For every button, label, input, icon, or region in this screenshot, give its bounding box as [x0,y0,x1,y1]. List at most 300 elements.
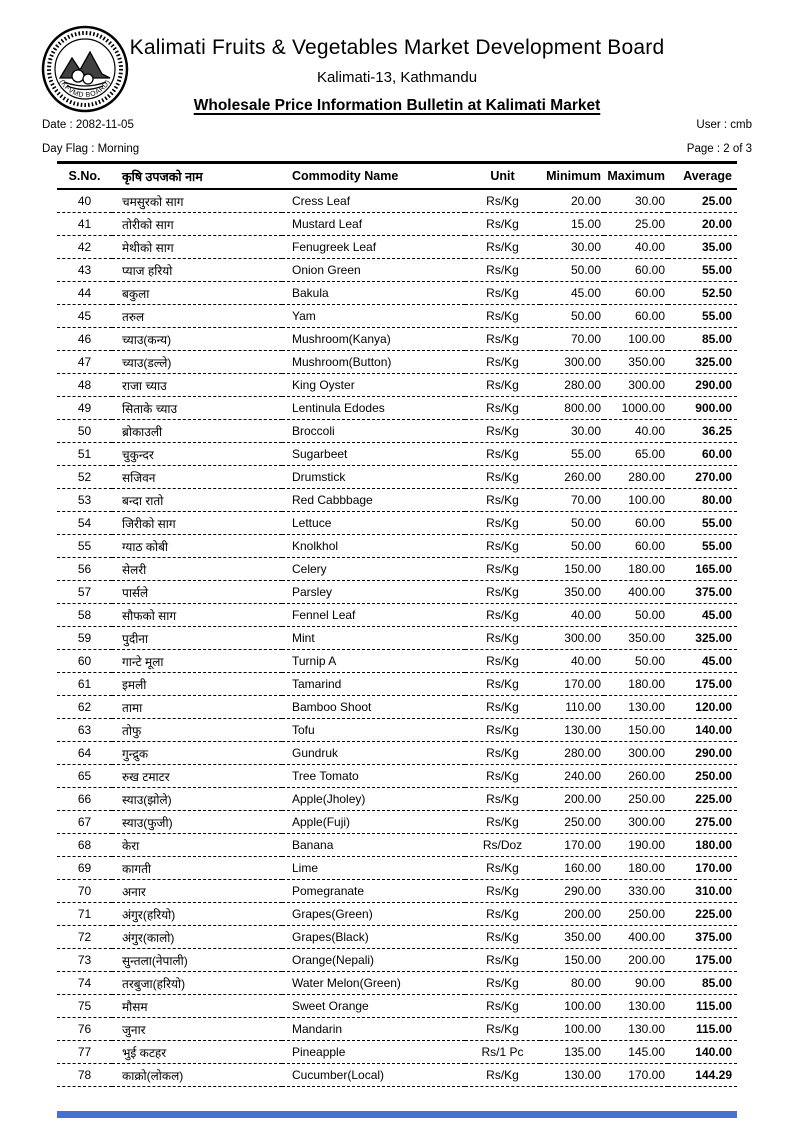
average-price-cell: 55.00 [701,539,732,553]
average-price-cell: 36.25 [701,424,732,438]
serial-number-cell: 68 [77,838,92,852]
maximum-price-cell: 350.00 [628,631,665,645]
table-row [57,236,737,259]
commodity-name-nepali-cell: सिताके च्याउ [122,401,178,416]
table-row [57,397,737,420]
maximum-price-cell: 400.00 [628,930,665,944]
unit-cell: Rs/Kg [486,746,519,760]
maximum-price-cell: 60.00 [634,309,665,323]
meta-row-1 [42,119,752,131]
table-row [57,466,737,489]
unit-cell: Rs/Kg [486,999,519,1013]
maximum-price-cell: 50.00 [634,608,665,622]
commodity-name-nepali-cell: स्याउ(झोले) [122,792,172,807]
commodity-name-nepali-cell: गुन्द्रुक [122,746,149,761]
minimum-price-cell: 170.00 [564,838,601,852]
unit-cell: Rs/Kg [486,930,519,944]
unit-cell: Rs/Doz [482,838,523,852]
maximum-price-cell: 300.00 [628,815,665,829]
average-price-cell: 310.00 [695,884,732,898]
maximum-price-cell: 260.00 [628,769,665,783]
serial-number-cell: 51 [77,447,92,461]
maximum-price-cell: 300.00 [628,378,665,392]
commodity-name-cell: Bakula [292,286,329,300]
unit-cell: Rs/Kg [486,378,519,392]
commodity-name-nepali-cell: अंगुर(हरियो) [122,907,176,922]
serial-number-cell: 72 [77,930,92,944]
commodity-name-cell: Water Melon(Green) [292,976,401,990]
commodity-name-nepali-cell: गान्टे मूला [122,654,164,669]
commodity-name-nepali-cell: तरबुजा(हरियो) [122,976,186,991]
commodity-name-nepali-cell: मेथीको साग [122,240,174,255]
serial-number-cell: 66 [77,792,92,806]
unit-cell: Rs/Kg [486,286,519,300]
maximum-price-cell: 60.00 [634,516,665,530]
maximum-price-cell: 100.00 [628,493,665,507]
commodity-name-nepali-cell: केरा [122,838,140,853]
price-table [57,161,737,1087]
minimum-price-cell: 300.00 [564,631,601,645]
logo-artwork [60,52,110,90]
commodity-name-cell: Red Cabbbage [292,493,373,507]
table-row [57,1064,737,1087]
table-row [57,857,737,880]
unit-cell: Rs/Kg [486,194,519,208]
unit-cell: Rs/Kg [486,263,519,277]
minimum-price-cell: 110.00 [565,700,601,714]
unit-cell: Rs/Kg [486,884,519,898]
serial-number-cell: 43 [77,263,92,277]
serial-number-cell: 63 [77,723,92,737]
serial-number-cell: 69 [77,861,92,875]
average-price-cell: 325.00 [695,631,732,645]
commodity-name-cell: Lime [292,861,319,875]
maximum-price-cell: 1000.00 [621,401,665,415]
serial-number-cell: 44 [77,286,92,300]
commodity-name-cell: Parsley [292,585,333,599]
table-row [57,581,737,604]
minimum-price-cell: 170.00 [564,677,601,691]
average-price-cell: 45.00 [701,608,732,622]
commodity-name-nepali-cell: ग्याठ कोबी [122,539,169,554]
minimum-price-cell: 40.00 [570,608,601,622]
commodity-name-cell: Tamarind [292,677,342,691]
commodity-name-cell: Onion Green [292,263,361,277]
minimum-price-cell: 350.00 [564,585,601,599]
serial-number-cell: 54 [77,516,92,530]
commodity-name-cell: Grapes(Green) [292,907,373,921]
average-price-cell: 290.00 [695,746,732,760]
serial-number-cell: 47 [77,355,92,369]
commodity-name-nepali-cell: काक्रो(लोकल) [122,1068,184,1083]
minimum-price-cell: 150.00 [564,953,601,967]
minimum-price-cell: 280.00 [564,746,601,760]
commodity-name-nepali-cell: कागती [122,861,152,876]
unit-cell: Rs/Kg [486,700,519,714]
serial-number-cell: 41 [77,217,92,231]
minimum-price-cell: 200.00 [564,907,601,921]
serial-number-cell: 40 [77,194,92,208]
unit-cell: Rs/Kg [486,723,519,737]
unit-cell: Rs/Kg [486,769,519,783]
unit-cell: Rs/Kg [486,240,519,254]
maximum-price-cell: 400.00 [628,585,665,599]
commodity-name-nepali-cell: तामा [122,700,143,715]
commodity-name-nepali-cell: जिरीको साग [122,516,176,531]
commodity-name-cell: Mushroom(Kanya) [292,332,391,346]
minimum-price-cell: 50.00 [570,309,601,323]
commodity-name-cell: Apple(Fuji) [292,815,351,829]
col-header-minimum: Minimum [540,163,604,190]
maximum-price-cell: 90.00 [634,976,665,990]
commodity-name-nepali-cell: अंगुर(कालो) [122,930,175,945]
commodity-name-cell: Orange(Nepali) [292,953,375,967]
average-price-cell: 290.00 [695,378,732,392]
average-price-cell: 55.00 [701,516,732,530]
commodity-name-cell: Bamboo Shoot [292,700,372,714]
org-name: Kalimati Fruits & Vegetables Market Development Board [129,36,665,59]
commodity-name-cell: Turnip A [292,654,337,668]
commodity-name-cell: Drumstick [292,470,346,484]
commodity-name-cell: Banana [292,838,334,852]
table-row [57,259,737,282]
average-price-cell: 85.00 [701,976,732,990]
average-price-cell: 144.29 [695,1068,732,1082]
table-row [57,765,737,788]
unit-cell: Rs/Kg [486,585,519,599]
maximum-price-cell: 170.00 [628,1068,665,1082]
serial-number-cell: 48 [77,378,92,392]
minimum-price-cell: 800.00 [564,401,601,415]
table-row [57,650,737,673]
commodity-name-cell: Mustard Leaf [292,217,363,231]
meta-row-2 [42,143,752,155]
average-price-cell: 250.00 [695,769,732,783]
commodity-name-cell: Lettuce [292,516,332,530]
average-price-cell: 60.00 [701,447,732,461]
table-row [57,282,737,305]
minimum-price-cell: 80.00 [570,976,601,990]
table-row [57,880,737,903]
serial-number-cell: 78 [77,1068,92,1082]
table-row [57,213,737,236]
average-price-cell: 55.00 [701,263,732,277]
unit-cell: Rs/Kg [486,562,519,576]
minimum-price-cell: 50.00 [570,263,601,277]
average-price-cell: 375.00 [695,585,732,599]
minimum-price-cell: 20.00 [570,194,601,208]
minimum-price-cell: 55.00 [570,447,601,461]
average-price-cell: 55.00 [701,309,732,323]
logo-caption: (KFVMD BOARD) [58,78,112,100]
commodity-name-nepali-cell: चुकुन्दर [122,447,154,462]
commodity-name-nepali-cell: पुदीना [122,631,149,646]
commodity-name-cell: Apple(Jholey) [292,792,366,806]
average-price-cell: 225.00 [695,907,732,921]
commodity-name-cell: King Oyster [292,378,355,392]
unit-cell: Rs/Kg [486,355,519,369]
unit-cell: Rs/Kg [486,424,519,438]
commodity-name-cell: Gundruk [292,746,339,760]
average-price-cell: 900.00 [695,401,732,415]
commodity-name-cell: Cress Leaf [292,194,351,208]
commodity-name-cell: Mushroom(Button) [292,355,392,369]
maximum-price-cell: 190.00 [628,838,665,852]
table-row [57,1041,737,1064]
serial-number-cell: 70 [77,884,92,898]
average-price-cell: 165.00 [695,562,732,576]
commodity-name-cell: Tree Tomato [292,769,359,783]
minimum-price-cell: 250.00 [564,815,601,829]
maximum-price-cell: 60.00 [634,539,665,553]
commodity-name-cell: Sugarbeet [292,447,348,461]
unit-cell: Rs/1 Pc [481,1045,524,1059]
minimum-price-cell: 30.00 [570,240,601,254]
serial-number-cell: 61 [77,677,92,691]
minimum-price-cell: 130.00 [564,1068,601,1082]
commodity-name-nepali-cell: प्याज हरियो [122,263,173,278]
unit-cell: Rs/Kg [486,401,519,415]
serial-number-cell: 67 [77,815,92,829]
minimum-price-cell: 130.00 [564,723,601,737]
minimum-price-cell: 300.00 [564,355,601,369]
maximum-price-cell: 40.00 [634,424,665,438]
serial-number-cell: 55 [77,539,92,553]
table-row [57,1018,737,1041]
commodity-name-cell: Tofu [292,723,315,737]
minimum-price-cell: 45.00 [570,286,601,300]
minimum-price-cell: 100.00 [564,999,601,1013]
date-label: Date : 2082-11-05 [42,119,134,131]
serial-number-cell: 53 [77,493,92,507]
unit-cell: Rs/Kg [486,309,519,323]
average-price-cell: 25.00 [701,194,732,208]
maximum-price-cell: 250.00 [628,907,665,921]
average-price-cell: 35.00 [701,240,732,254]
commodity-name-nepali-cell: तरुल [122,309,145,324]
maximum-price-cell: 60.00 [634,286,665,300]
table-row [57,489,737,512]
minimum-price-cell: 70.00 [570,493,601,507]
minimum-price-cell: 350.00 [564,930,601,944]
board-logo-emblem [40,24,130,114]
table-row [57,834,737,857]
average-price-cell: 175.00 [695,953,732,967]
commodity-name-cell: Fenugreek Leaf [292,240,377,254]
average-price-cell: 375.00 [695,930,732,944]
commodity-name-nepali-cell: पार्सले [122,585,149,600]
unit-cell: Rs/Kg [486,1068,519,1082]
commodity-name-cell: Knolkhol [292,539,339,553]
commodity-name-nepali-cell: सेलरी [122,562,147,577]
commodity-name-cell: Cucumber(Local) [292,1068,385,1082]
table-row [57,443,737,466]
day-flag-label: Day Flag : Morning [42,143,140,155]
unit-cell: Rs/Kg [486,332,519,346]
unit-cell: Rs/Kg [486,861,519,875]
serial-number-cell: 74 [77,976,92,990]
serial-number-cell: 58 [77,608,92,622]
commodity-name-cell: Mint [292,631,315,645]
commodity-name-nepali-cell: इमली [122,677,147,692]
col-header-commodity-name: Commodity Name [282,163,465,190]
minimum-price-cell: 100.00 [564,1022,601,1036]
unit-cell: Rs/Kg [486,953,519,967]
average-price-cell: 225.00 [695,792,732,806]
col-header-name-nepali: कृषि उपजको नाम [112,163,282,190]
maximum-price-cell: 330.00 [628,884,665,898]
average-price-cell: 20.00 [701,217,732,231]
serial-number-cell: 59 [77,631,92,645]
commodity-name-cell: Pineapple [292,1045,346,1059]
minimum-price-cell: 30.00 [570,424,601,438]
commodity-name-cell: Mandarin [292,1022,343,1036]
unit-cell: Rs/Kg [486,976,519,990]
average-price-cell: 85.00 [701,332,732,346]
commodity-name-nepali-cell: चमसुरको साग [122,194,184,209]
commodity-name-cell: Sweet Orange [292,999,369,1013]
commodity-name-cell: Broccoli [292,424,335,438]
table-row [57,742,737,765]
average-price-cell: 325.00 [695,355,732,369]
price-table-header [57,163,737,190]
serial-number-cell: 49 [77,401,92,415]
unit-cell: Rs/Kg [486,217,519,231]
col-header-maximum: Maximum [604,163,668,190]
commodity-name-nepali-cell: भुई कटहर [122,1045,167,1060]
commodity-name-nepali-cell: तोरीको साग [122,217,174,232]
average-price-cell: 115.00 [695,1022,732,1036]
average-price-cell: 170.00 [695,861,732,875]
maximum-price-cell: 280.00 [628,470,665,484]
commodity-name-nepali-cell: सौफको साग [122,608,177,623]
table-row [57,535,737,558]
average-price-cell: 52.50 [701,286,732,300]
board-logo [40,24,130,114]
table-row [57,696,737,719]
maximum-price-cell: 200.00 [628,953,665,967]
minimum-price-cell: 50.00 [570,516,601,530]
maximum-price-cell: 350.00 [628,355,665,369]
maximum-price-cell: 130.00 [628,700,665,714]
average-price-cell: 180.00 [695,838,732,852]
unit-cell: Rs/Kg [486,815,519,829]
commodity-name-nepali-cell: स्याउ(फुजी) [122,815,173,830]
maximum-price-cell: 300.00 [628,746,665,760]
table-row [57,788,737,811]
commodity-name-nepali-cell: रुख टमाटर [122,769,170,784]
minimum-price-cell: 160.00 [564,861,601,875]
header-row [57,163,737,190]
commodity-name-nepali-cell: च्याउ(डल्ले) [122,355,172,370]
commodity-name-nepali-cell: अनार [122,884,146,899]
maximum-price-cell: 25.00 [634,217,665,231]
maximum-price-cell: 130.00 [628,999,665,1013]
maximum-price-cell: 65.00 [634,447,665,461]
commodity-name-nepali-cell: सजिवन [122,470,156,485]
average-price-cell: 140.00 [695,1045,732,1059]
unit-cell: Rs/Kg [486,447,519,461]
table-row [57,903,737,926]
table-row [57,811,737,834]
serial-number-cell: 75 [77,999,92,1013]
commodity-name-cell: Pomegranate [292,884,365,898]
minimum-price-cell: 70.00 [570,332,601,346]
table-row [57,972,737,995]
maximum-price-cell: 130.00 [628,1022,665,1036]
table-row [57,328,737,351]
table-row [57,673,737,696]
table-row [57,512,737,535]
average-price-cell: 80.00 [701,493,732,507]
col-header-average: Average [668,163,737,190]
average-price-cell: 270.00 [695,470,732,484]
serial-number-cell: 56 [77,562,92,576]
serial-number-cell: 62 [77,700,92,714]
table-row [57,374,737,397]
serial-number-cell: 71 [77,907,92,921]
commodity-name-nepali-cell: राजा च्याउ [122,378,167,393]
table-row [57,949,737,972]
minimum-price-cell: 280.00 [564,378,601,392]
unit-cell: Rs/Kg [486,539,519,553]
serial-number-cell: 76 [77,1022,92,1036]
col-header-sno: S.No. [57,163,112,190]
serial-number-cell: 42 [77,240,92,254]
page-label: Page : 2 of 3 [686,143,752,155]
table-row [57,305,737,328]
maximum-price-cell: 180.00 [628,562,665,576]
maximum-price-cell: 180.00 [628,677,665,691]
serial-number-cell: 60 [77,654,92,668]
maximum-price-cell: 40.00 [634,240,665,254]
unit-cell: Rs/Kg [486,516,519,530]
commodity-name-nepali-cell: तोफु [122,723,142,738]
org-address: Kalimati-13, Kathmandu [316,69,478,86]
average-price-cell: 140.00 [695,723,732,737]
table-row [57,627,737,650]
table-row [57,189,737,213]
footer-accent-bar [57,1111,737,1118]
unit-cell: Rs/Kg [486,608,519,622]
user-label: User : cmb [696,119,752,131]
average-price-cell: 115.00 [695,999,732,1013]
unit-cell: Rs/Kg [486,470,519,484]
minimum-price-cell: 260.00 [564,470,601,484]
minimum-price-cell: 40.00 [570,654,601,668]
commodity-name-nepali-cell: बन्दा रातो [122,493,164,508]
commodity-name-nepali-cell: मौसम [122,999,148,1014]
unit-cell: Rs/Kg [486,631,519,645]
unit-cell: Rs/Kg [486,493,519,507]
average-price-cell: 175.00 [695,677,732,691]
average-price-cell: 275.00 [695,815,732,829]
table-row [57,995,737,1018]
bulletin-title: Wholesale Price Information Bulletin at Kalimati Market [193,97,601,114]
maximum-price-cell: 180.00 [628,861,665,875]
serial-number-cell: 65 [77,769,92,783]
serial-number-cell: 57 [77,585,92,599]
commodity-name-nepali-cell: ब्रोकाउली [122,424,163,439]
maximum-price-cell: 145.00 [628,1045,665,1059]
commodity-name-cell: Yam [292,309,316,323]
commodity-name-cell: Celery [292,562,327,576]
minimum-price-cell: 150.00 [564,562,601,576]
minimum-price-cell: 200.00 [564,792,601,806]
table-row [57,926,737,949]
table-row [57,719,737,742]
maximum-price-cell: 30.00 [634,194,665,208]
